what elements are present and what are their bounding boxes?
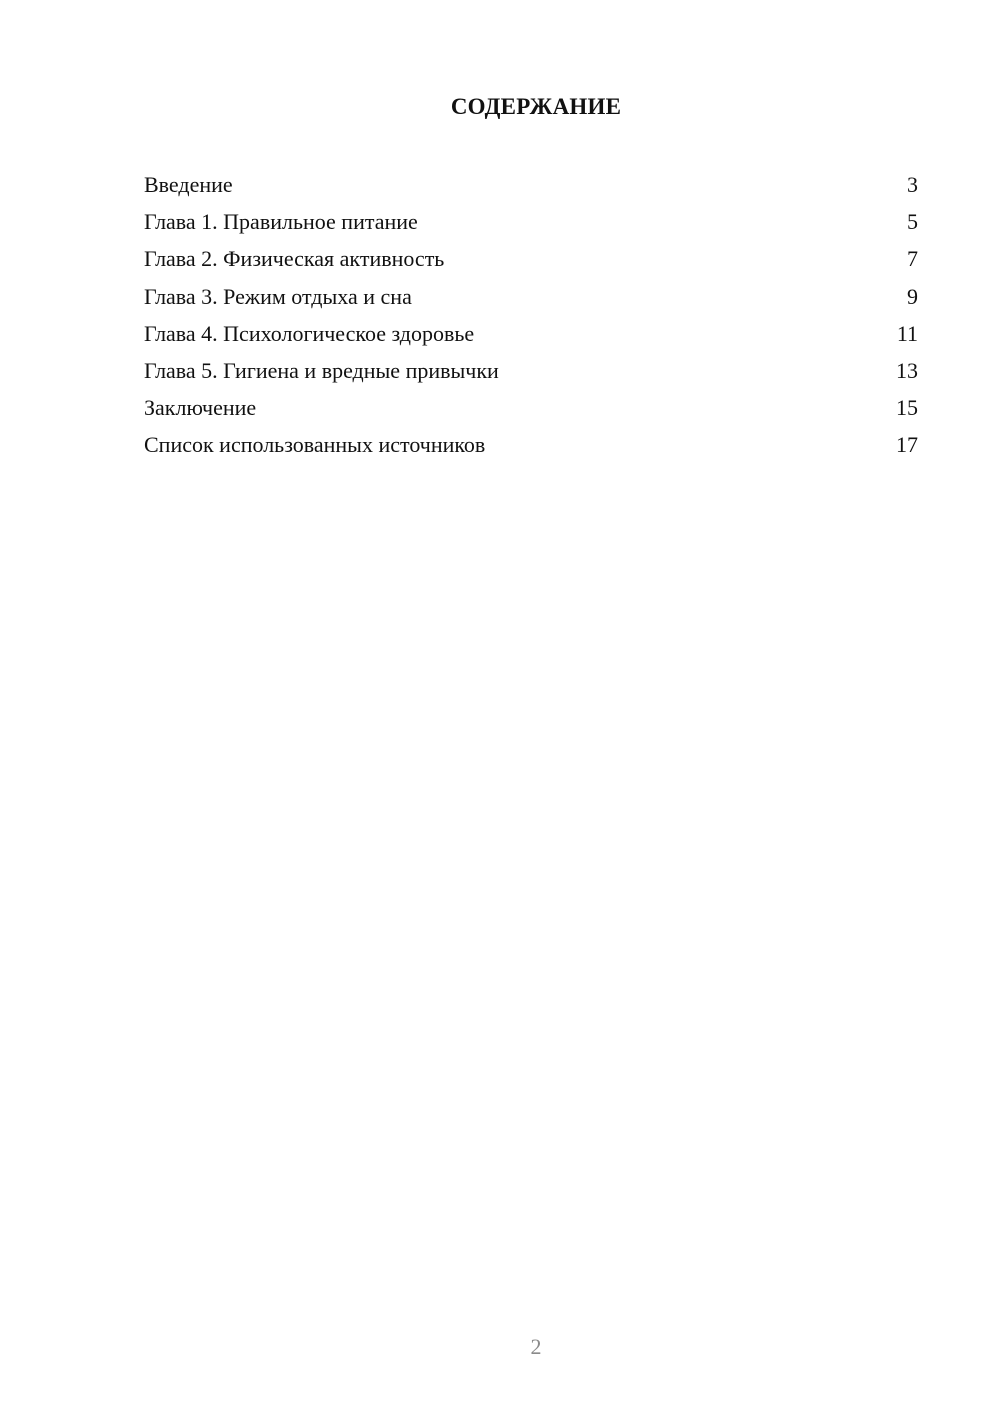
toc-entry-chapter-5 — [144, 356, 918, 393]
toc-entry-label: Список использованных источников — [144, 432, 486, 458]
toc-entry-page: 7 — [907, 246, 918, 272]
toc-entry-page: 5 — [907, 209, 918, 235]
toc-entry-label: Введение — [144, 172, 233, 197]
toc-entry-label: Глава 4. Психологическое здоровье — [144, 320, 475, 346]
toc-entry-page: 17 — [896, 432, 918, 458]
toc-entry-page: 15 — [896, 395, 918, 421]
toc-entry-chapter-3 — [144, 282, 918, 319]
table-of-contents — [144, 170, 918, 468]
toc-entry-page: 11 — [896, 320, 918, 346]
toc-entry-label: Глава 1. Правильное питание — [144, 209, 418, 235]
toc-entry-label: Заключение — [144, 395, 257, 421]
toc-entry-page: 13 — [896, 357, 918, 383]
toc-entry-label: Глава 3. Режим отдыха и сна — [144, 283, 412, 309]
toc-entry-label: Глава 5. Гигиена и вредные привычки — [144, 357, 499, 383]
toc-entry-conclusion — [144, 393, 918, 430]
toc-entry-introduction — [144, 170, 918, 207]
toc-entry-page: 3 — [907, 172, 918, 197]
toc-entry-page: 9 — [907, 283, 918, 309]
page-number: 2 — [530, 1334, 542, 1359]
toc-entry-chapter-1 — [144, 207, 918, 244]
toc-entry-chapter-2 — [144, 244, 918, 281]
toc-entry-references — [144, 430, 918, 467]
page-title: СОДЕРЖАНИЕ — [450, 94, 622, 119]
toc-entry-label: Глава 2. Физическая активность — [144, 246, 445, 272]
toc-entry-chapter-4 — [144, 319, 918, 356]
